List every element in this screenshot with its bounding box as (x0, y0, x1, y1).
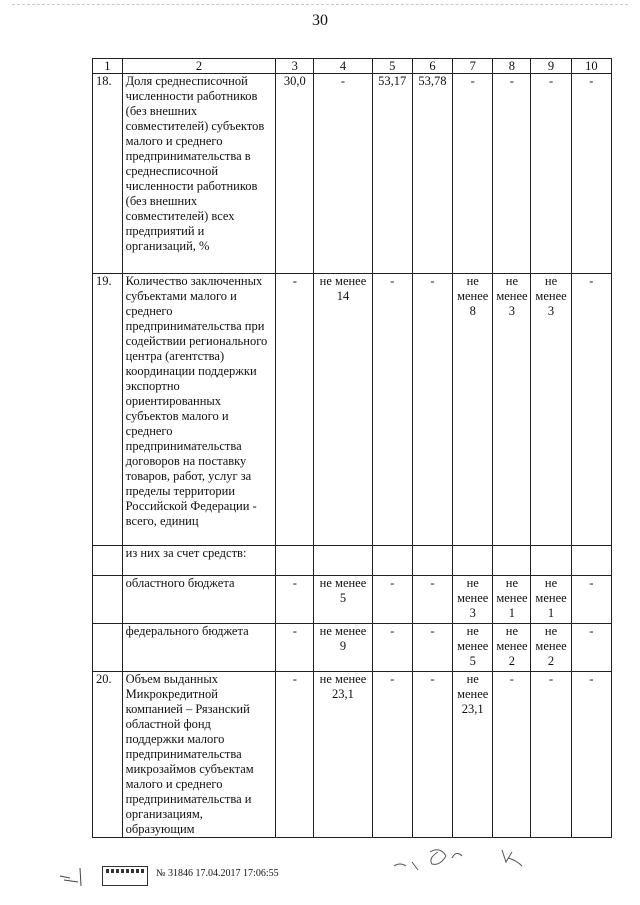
header-cell: 5 (372, 59, 412, 74)
value-cell: - (372, 576, 412, 624)
value-cell: - (276, 672, 314, 838)
value-cell (493, 546, 531, 576)
value-cell: - (571, 576, 611, 624)
value-cell: 53,78 (412, 74, 452, 274)
value-cell (276, 546, 314, 576)
margin-mark (58, 866, 88, 890)
value-cell: - (412, 576, 452, 624)
indicators-table (92, 58, 612, 838)
indicator-name: областного бюджета (122, 576, 276, 624)
value-cell (412, 546, 452, 576)
row-number (93, 624, 123, 672)
value-cell: - (276, 576, 314, 624)
table-row (93, 74, 612, 274)
value-cell: - (372, 672, 412, 838)
indicator-name: Доля среднесписочной численности работников (без внешних совместителей) субъектов малого и среднего предпринимательства в среднесписочной численности работников (без внешних совместителей) всех предприятий и организаций, % (122, 74, 276, 274)
value-cell: не менее 2 (493, 624, 531, 672)
table-row (93, 672, 612, 838)
value-cell: 30,0 (276, 74, 314, 274)
value-cell: - (276, 624, 314, 672)
value-cell: - (571, 74, 611, 274)
value-cell: - (372, 624, 412, 672)
page-number: 30 (312, 12, 328, 29)
indicator-name: Количество заключенных субъектами малого и среднего предпринимательства при содействии регионального центра (агентства) координации поддержки экспортно ориентированных субъектов малого и среднего предпринимательства договоров на поставку товаров, работ, услуг за пределы территории Российской Федерации - всего, единиц (122, 274, 276, 546)
table-row (93, 576, 612, 624)
table-header-row (93, 59, 612, 74)
header-cell: 2 (122, 59, 276, 74)
value-cell (571, 546, 611, 576)
header-cell: 8 (493, 59, 531, 74)
government-logo (102, 866, 148, 886)
value-cell: - (571, 274, 611, 546)
indicator-name: из них за счет средств: (122, 546, 276, 576)
value-cell: - (276, 274, 314, 546)
value-cell: - (531, 672, 571, 838)
indicator-name: Объем выданных Микрокредитной компанией – Рязанский областной фонд поддержки малого предпринимательства микрозаймов субъектам малого и среднего предпринимательства и организациям, образующим (122, 672, 276, 838)
row-number: 18. (93, 74, 123, 274)
value-cell: не менее 2 (531, 624, 571, 672)
value-cell: 53,17 (372, 74, 412, 274)
header-cell: 9 (531, 59, 571, 74)
value-cell: - (571, 672, 611, 838)
registration-footer (102, 862, 502, 888)
value-cell: - (571, 624, 611, 672)
value-cell (531, 546, 571, 576)
header-cell: 6 (412, 59, 452, 74)
header-cell: 3 (276, 59, 314, 74)
value-cell: - (531, 74, 571, 274)
value-cell (314, 546, 372, 576)
value-cell: не менее 8 (453, 274, 493, 546)
value-cell: не менее 1 (531, 576, 571, 624)
indicator-name: федерального бюджета (122, 624, 276, 672)
table-row (93, 546, 612, 576)
registration-stamp: № 31846 17.04.2017 17:06:55 (156, 868, 279, 879)
row-number: 19. (93, 274, 123, 546)
top-scan-rule (12, 4, 628, 5)
value-cell: - (314, 74, 372, 274)
value-cell: не менее 9 (314, 624, 372, 672)
value-cell: - (412, 672, 452, 838)
value-cell: не менее 23,1 (453, 672, 493, 838)
header-cell: 1 (93, 59, 123, 74)
row-number: 20. (93, 672, 123, 838)
header-cell: 4 (314, 59, 372, 74)
value-cell (453, 546, 493, 576)
value-cell: не менее 5 (453, 624, 493, 672)
value-cell: - (493, 672, 531, 838)
value-cell: - (412, 624, 452, 672)
value-cell: - (372, 274, 412, 546)
value-cell: не менее 3 (453, 576, 493, 624)
value-cell: - (493, 74, 531, 274)
value-cell: не менее 1 (493, 576, 531, 624)
value-cell: не менее 3 (531, 274, 571, 546)
value-cell: - (453, 74, 493, 274)
row-number (93, 546, 123, 576)
header-cell: 10 (571, 59, 611, 74)
value-cell: не менее 3 (493, 274, 531, 546)
table-row (93, 624, 612, 672)
value-cell (372, 546, 412, 576)
value-cell: не менее 23,1 (314, 672, 372, 838)
row-number (93, 576, 123, 624)
table-row (93, 274, 612, 546)
value-cell: не менее 5 (314, 576, 372, 624)
value-cell: - (412, 274, 452, 546)
header-cell: 7 (453, 59, 493, 74)
value-cell: не менее 14 (314, 274, 372, 546)
